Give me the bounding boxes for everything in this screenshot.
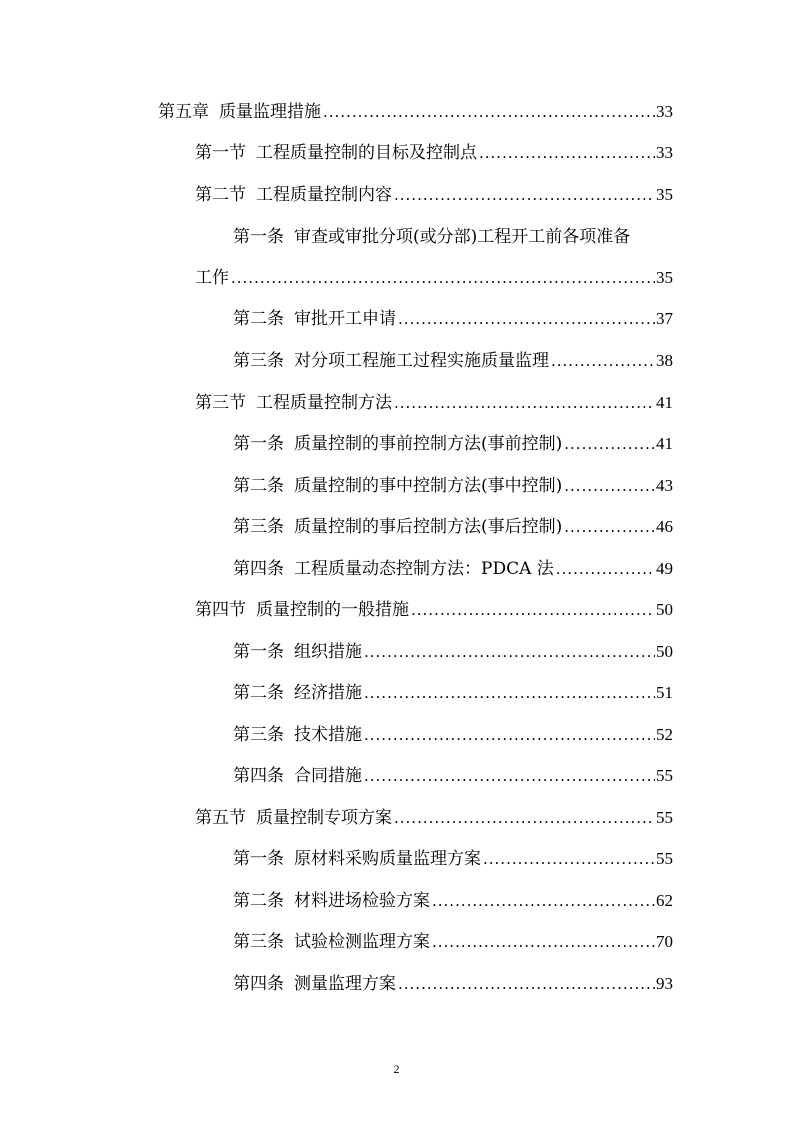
toc-entry-section4[interactable] [195, 591, 673, 621]
toc-entry-title: 质量控制专项方案 [256, 808, 392, 828]
dot-leader [432, 890, 655, 912]
toc-entry-title: 质量控制的事后控制方法(事后控制) [294, 517, 563, 537]
dot-leader [231, 267, 655, 289]
toc-entry-page: 55 [656, 808, 673, 827]
toc-entry-page: 33 [656, 102, 673, 121]
dot-leader [432, 931, 655, 953]
toc-entry-page: 46 [656, 517, 673, 536]
dot-leader [564, 475, 655, 497]
toc-entry-chapter5[interactable] [158, 93, 673, 123]
toc-entry-section2[interactable] [195, 176, 673, 206]
dot-leader [564, 433, 655, 455]
dot-leader [398, 308, 655, 330]
dot-leader [479, 142, 655, 164]
toc-entry-section3-article3[interactable] [233, 508, 673, 538]
toc-entry-title: 质量控制的事前控制方法(事前控制) [294, 434, 563, 454]
toc-entry-number: 第一节 [195, 143, 246, 163]
toc-entry-page: 35 [656, 268, 673, 287]
toc-entry-section5-article1[interactable] [233, 840, 673, 870]
toc-entry-page: 51 [656, 683, 673, 702]
toc-entry-page: 49 [656, 559, 673, 578]
toc-entry-page: 62 [656, 891, 673, 910]
toc-entry-title: 审查或审批分项(或分部)工程开工前各项准备 [294, 227, 631, 247]
toc-entry-title: 工程质量动态控制方法：PDCA 法 [294, 559, 554, 579]
toc-entry-number: 第二条 [233, 891, 284, 911]
toc-entry-page: 55 [656, 766, 673, 785]
toc-entry-title: 审批开工申请 [294, 309, 396, 329]
toc-entry-number: 第四条 [233, 559, 284, 579]
toc-entry-number: 第三条 [233, 351, 284, 371]
toc-entry-title: 技术措施 [294, 725, 362, 745]
toc-entry-title: 质量控制的一般措施 [256, 600, 409, 620]
toc-entry-section3-article1[interactable] [233, 425, 673, 455]
toc-entry-title: 对分项工程施工过程实施质量监理 [294, 351, 549, 371]
toc-entry-title: 工程质量控制方法 [256, 393, 392, 413]
toc-entry-number: 第一条 [233, 642, 284, 662]
toc-entry-number: 第三条 [233, 725, 284, 745]
toc-entry-title: 工程质量控制的目标及控制点 [256, 143, 477, 163]
toc-entry-section2-article1-continued[interactable] [195, 259, 673, 289]
toc-entry-page: 35 [656, 185, 673, 204]
toc-entry-page: 93 [656, 974, 673, 993]
toc-entry-section4-article3[interactable] [233, 716, 673, 746]
toc-entry-title: 组织措施 [294, 642, 362, 662]
toc-entry-number: 第三条 [233, 932, 284, 952]
toc-entry-section3-article4[interactable] [233, 550, 673, 580]
dot-leader [394, 807, 655, 829]
toc-entry-section4-article1[interactable] [233, 633, 673, 663]
dot-leader [483, 848, 655, 870]
toc-entry-page: 38 [656, 351, 673, 370]
toc-entry-number: 第四条 [233, 766, 284, 786]
toc-entry-section4-article4[interactable] [233, 757, 673, 787]
dot-leader [364, 724, 655, 746]
toc-entry-number: 第一条 [233, 434, 284, 454]
toc-entry-section2-article1[interactable] [233, 218, 673, 248]
toc-entry-section1[interactable] [195, 134, 673, 164]
toc-entry-section3-article2[interactable] [233, 467, 673, 497]
dot-leader [398, 973, 655, 995]
dot-leader [551, 350, 655, 372]
toc-entry-section2-article2[interactable] [233, 300, 673, 330]
toc-entry-number: 第一条 [233, 849, 284, 869]
dot-leader [556, 558, 655, 580]
toc-entry-title: 经济措施 [294, 683, 362, 703]
toc-entry-number: 第三节 [195, 393, 246, 413]
toc-entry-number: 第二条 [233, 309, 284, 329]
toc-entry-section4-article2[interactable] [233, 674, 673, 704]
toc-entry-number: 第五节 [195, 808, 246, 828]
dot-leader [394, 184, 655, 206]
dot-leader [364, 641, 655, 663]
toc-entry-page: 43 [656, 476, 673, 495]
dot-leader [364, 682, 655, 704]
dot-leader [364, 765, 655, 787]
toc-entry-title: 试验检测监理方案 [294, 932, 430, 952]
toc-entry-number: 第二条 [233, 476, 284, 496]
toc-entry-number: 第四条 [233, 974, 284, 994]
toc-entry-number: 第五章 [158, 102, 209, 122]
toc-entry-title: 质量监理措施 [219, 102, 321, 122]
toc-entry-title: 质量控制的事中控制方法(事中控制) [294, 476, 563, 496]
dot-leader [564, 516, 655, 538]
toc-entry-page: 70 [656, 932, 673, 951]
toc-entry-number: 第二节 [195, 185, 246, 205]
toc-entry-section3[interactable] [195, 384, 673, 414]
toc-entry-section2-article3[interactable] [233, 342, 673, 372]
toc-entry-number: 第三条 [233, 517, 284, 537]
toc-entry-title: 测量监理方案 [294, 974, 396, 994]
toc-entry-page: 52 [656, 725, 673, 744]
page-number: 2 [393, 1062, 400, 1076]
dot-leader [411, 599, 655, 621]
toc-entry-page: 41 [656, 393, 673, 412]
dot-leader [323, 101, 655, 123]
toc-entry-page: 50 [656, 642, 673, 661]
toc-entry-section5-article2[interactable] [233, 882, 673, 912]
dot-leader [394, 392, 655, 414]
toc-entry-section5[interactable] [195, 799, 673, 829]
toc-entry-page: 33 [656, 143, 673, 162]
toc-entry-title: 合同措施 [294, 766, 362, 786]
toc-entry-title: 工程质量控制内容 [256, 185, 392, 205]
toc-entry-section5-article3[interactable] [233, 923, 673, 953]
toc-entry-title-continued: 工作 [195, 268, 229, 288]
toc-entry-number: 第一条 [233, 227, 284, 247]
toc-entry-page: 37 [656, 309, 673, 328]
toc-entry-title: 材料进场检验方案 [294, 891, 430, 911]
toc-entry-title: 原材料采购质量监理方案 [294, 849, 481, 869]
toc-entry-page: 55 [656, 849, 673, 868]
toc-entry-number: 第二条 [233, 683, 284, 703]
toc-entry-number: 第四节 [195, 600, 246, 620]
toc-entry-page: 41 [656, 434, 673, 453]
toc-entry-section5-article4[interactable] [233, 965, 673, 995]
toc-entry-page: 50 [656, 600, 673, 619]
